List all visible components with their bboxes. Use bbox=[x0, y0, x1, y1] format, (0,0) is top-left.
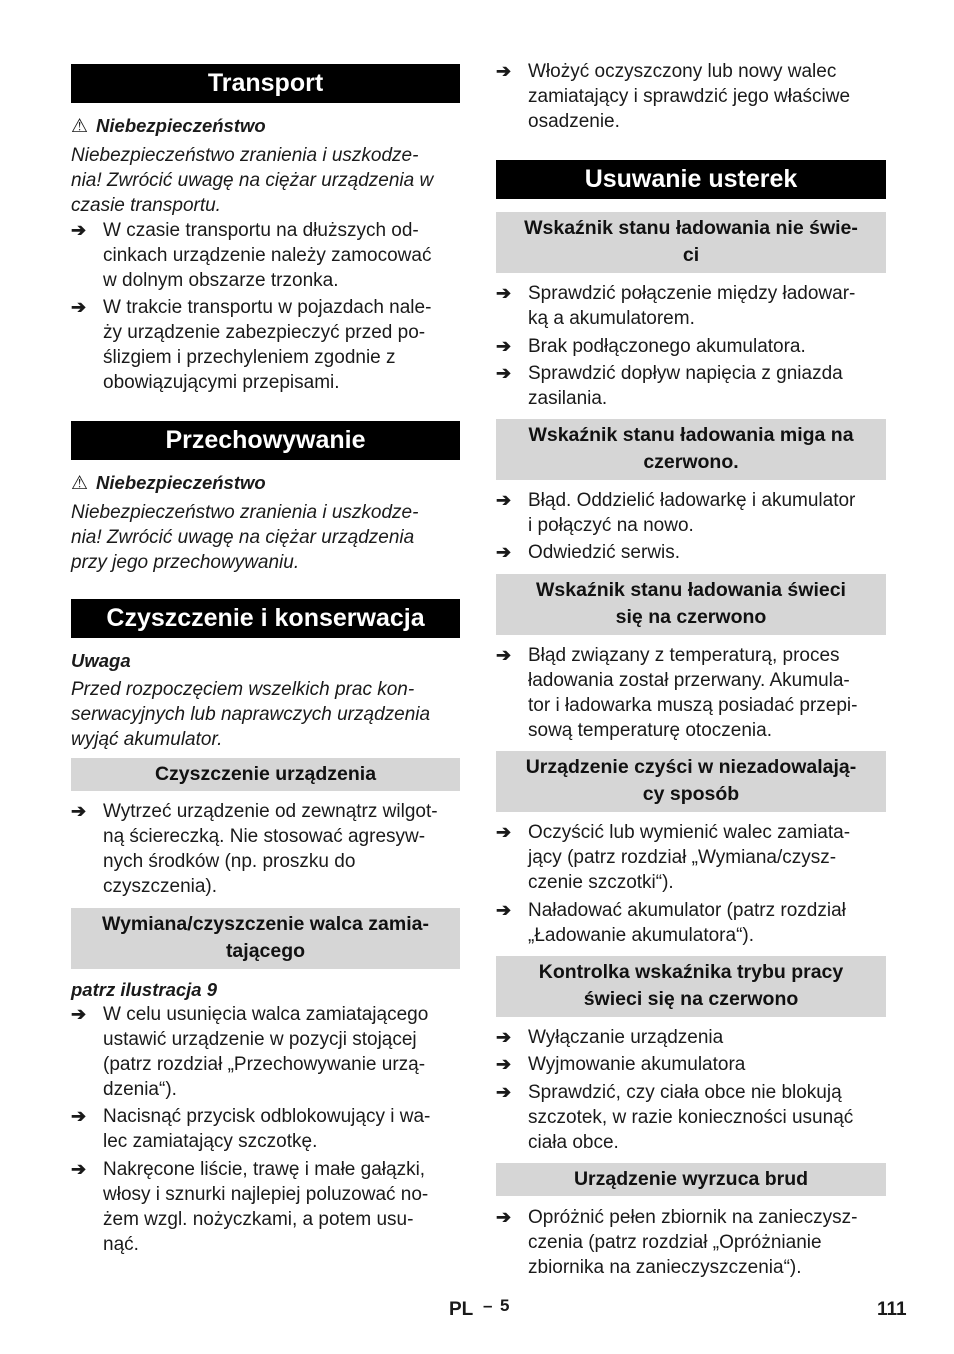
text-line: zasilania. bbox=[528, 388, 608, 409]
text-line: Błąd. Oddzielić ładowarkę i akumulator bbox=[528, 490, 856, 511]
title-line: Kontrolka wskaźnika trybu pracy bbox=[538, 961, 844, 983]
text-line: Błąd związany z temperaturą, proces bbox=[528, 645, 840, 666]
arrow-right-icon: ➔ bbox=[71, 1004, 87, 1024]
text-line: osadzenie. bbox=[528, 111, 620, 132]
list-item bbox=[71, 1002, 460, 1102]
text-line: Niebezpieczeństwo zranienia i uszkodze- bbox=[71, 145, 419, 166]
text-line: sową temperaturę otoczenia. bbox=[528, 720, 772, 741]
text-line: lec zamiatający szczotkę. bbox=[103, 1131, 318, 1152]
warning-triangle-icon: ⚠ bbox=[71, 473, 89, 494]
title-line: Wymiana/czyszczenie walca zamia- bbox=[102, 913, 429, 935]
list-item bbox=[71, 1157, 460, 1257]
list-item bbox=[71, 218, 460, 293]
text-line: Odwiedzić serwis. bbox=[528, 542, 681, 563]
warning-heading bbox=[71, 113, 460, 139]
subsection-title: Urządzenie wyrzuca brud bbox=[496, 1163, 886, 1196]
arrow-right-icon: ➔ bbox=[496, 336, 512, 356]
list-item bbox=[496, 540, 886, 565]
text-line: ką a akumulatorem. bbox=[528, 308, 695, 329]
text-line: tor i ładowarka muszą posiadać przepi- bbox=[528, 695, 858, 716]
subsection-title bbox=[496, 956, 886, 1017]
text-line: Sprawdzić, czy ciała obce nie blokują bbox=[528, 1082, 842, 1103]
text-line: przy jego przechowywaniu. bbox=[71, 552, 300, 573]
text-line: Sprawdzić połączenie między ładowar- bbox=[528, 283, 856, 304]
arrow-right-icon: ➔ bbox=[496, 1082, 512, 1102]
text-line: Brak podłączonego akumulatora. bbox=[528, 336, 806, 357]
title-line: Urządzenie czyści w niezadowalają- bbox=[525, 756, 857, 778]
title-line: czerwono. bbox=[643, 451, 739, 473]
arrow-right-icon: ➔ bbox=[496, 542, 512, 562]
warning-label: Niebezpieczeństwo bbox=[96, 115, 266, 136]
arrow-right-icon: ➔ bbox=[496, 645, 512, 665]
text-line: szczotek, w razie konieczności usunąć bbox=[528, 1107, 854, 1128]
warning-text bbox=[71, 143, 460, 218]
list-item bbox=[496, 1025, 886, 1050]
text-line: ciała obce. bbox=[528, 1132, 619, 1153]
text-line: żem wzgl. nożyczkami, a potem usu- bbox=[103, 1209, 414, 1230]
list-item bbox=[496, 281, 886, 331]
text-line: nąć. bbox=[103, 1234, 139, 1255]
list-item bbox=[496, 488, 886, 538]
subsection-title bbox=[496, 574, 886, 635]
title-line: Wskaźnik stanu ładowania miga na bbox=[528, 424, 854, 446]
arrow-right-icon: ➔ bbox=[71, 1159, 87, 1179]
text-line: w dolnym obszarze trzonka. bbox=[103, 270, 339, 291]
subsection-title bbox=[496, 751, 886, 812]
text-line: nia! Zwrócić uwagę na ciężar urządzenia bbox=[71, 527, 415, 548]
text-line: „Ładowanie akumulatora“). bbox=[528, 925, 755, 946]
text-line: Naładować akumulator (patrz rozdział bbox=[528, 900, 846, 921]
text-line: W celu usunięcia walca zamiatającego bbox=[103, 1004, 429, 1025]
section-title-cleaning: Czyszczenie i konserwacja bbox=[71, 599, 460, 638]
arrow-right-icon: ➔ bbox=[496, 1207, 512, 1227]
arrow-right-icon: ➔ bbox=[496, 822, 512, 842]
list-item bbox=[496, 643, 886, 743]
list-item bbox=[496, 820, 886, 895]
footer-section-page: 5 bbox=[500, 1296, 510, 1315]
text-line: Nakręcone liście, trawę i małe gałązki, bbox=[103, 1159, 426, 1180]
title-line: Wskaźnik stanu ładowania świeci bbox=[536, 579, 846, 601]
section-title-transport: Transport bbox=[71, 64, 460, 103]
note-label: Uwaga bbox=[71, 650, 131, 671]
list-item bbox=[71, 1104, 460, 1154]
arrow-right-icon: ➔ bbox=[496, 900, 512, 920]
subsection-title bbox=[496, 419, 886, 480]
arrow-right-icon: ➔ bbox=[496, 363, 512, 383]
list-item bbox=[496, 59, 886, 134]
arrow-right-icon: ➔ bbox=[496, 283, 512, 303]
arrow-right-icon: ➔ bbox=[496, 61, 512, 81]
text-line: Opróżnić pełen zbiornik na zanieczysz- bbox=[528, 1207, 858, 1228]
warning-heading bbox=[71, 470, 460, 496]
title-line: świeci się na czerwono bbox=[583, 988, 799, 1010]
text-line: zbiornika na zanieczyszczenia“). bbox=[528, 1257, 802, 1278]
text-line: czyszczenia). bbox=[103, 876, 218, 897]
text-line: ślizgiem i przechyleniem zgodnie z bbox=[103, 347, 396, 368]
text-line: Sprawdzić dopływ napięcia z gniazda bbox=[528, 363, 843, 384]
subsection-title bbox=[71, 908, 460, 969]
title-line: ci bbox=[682, 244, 700, 266]
text-line: zamiatający i sprawdzić jego właściwe bbox=[528, 86, 851, 107]
page-number: 111 bbox=[877, 1299, 907, 1320]
text-line: Oczyścić lub wymienić walec zamiata- bbox=[528, 822, 851, 843]
title-line: cy sposób bbox=[642, 783, 740, 805]
arrow-right-icon: ➔ bbox=[71, 220, 87, 240]
title-line: Wskaźnik stanu ładowania nie świe- bbox=[524, 217, 858, 239]
text-line: jący (patrz rozdział „Wymiana/czysz- bbox=[528, 847, 837, 868]
list-item bbox=[71, 799, 460, 899]
note-text bbox=[71, 677, 460, 752]
title-line: tającego bbox=[225, 940, 306, 962]
text-line: i połączyć na nowo. bbox=[528, 515, 694, 536]
text-line: ładowania został przerwany. Akumula- bbox=[528, 670, 850, 691]
text-line: czenie szczotki“). bbox=[528, 872, 674, 893]
text-line: W trakcie transportu w pojazdach nale- bbox=[103, 297, 432, 318]
text-line: Włożyć oczyszczony lub nowy walec bbox=[528, 61, 837, 82]
list-item bbox=[496, 898, 886, 948]
text-line: włosy i sznurki najlepiej poluzować no- bbox=[103, 1184, 429, 1205]
text-line: Nacisnąć przycisk odblokowujący i wa- bbox=[103, 1106, 431, 1127]
text-line: obowiązującymi przepisami. bbox=[103, 372, 340, 393]
arrow-right-icon: ➔ bbox=[496, 490, 512, 510]
arrow-right-icon: ➔ bbox=[71, 297, 87, 317]
list-item bbox=[496, 1205, 886, 1280]
list-item bbox=[71, 295, 460, 395]
text-line: nych środków (np. proszku do bbox=[103, 851, 356, 872]
text-line: nia! Zwrócić uwagę na ciężar urządzenia w bbox=[71, 170, 434, 191]
list-item bbox=[496, 1080, 886, 1155]
footer-dash: – bbox=[483, 1296, 493, 1315]
arrow-right-icon: ➔ bbox=[496, 1027, 512, 1047]
list-item bbox=[496, 334, 886, 359]
footer-language: PL bbox=[449, 1299, 474, 1320]
section-title-storage: Przechowywanie bbox=[71, 421, 460, 460]
arrow-right-icon: ➔ bbox=[71, 801, 87, 821]
warning-label: Niebezpieczeństwo bbox=[96, 472, 266, 493]
text-line: czenia (patrz rozdział „Opróżnianie bbox=[528, 1232, 822, 1253]
text-line: W czasie transportu na dłuższych od- bbox=[103, 220, 419, 241]
text-line: Wytrzeć urządzenie od zewnątrz wilgot- bbox=[103, 801, 438, 822]
text-line: Wyjmowanie akumulatora bbox=[528, 1054, 746, 1075]
subsection-title: Czyszczenie urządzenia bbox=[71, 758, 460, 791]
text-line: (patrz rozdział „Przechowywanie urzą- bbox=[103, 1054, 426, 1075]
text-line: wyjąć akumulator. bbox=[71, 729, 223, 750]
warning-triangle-icon: ⚠ bbox=[71, 116, 89, 137]
text-line: czasie transportu. bbox=[71, 195, 221, 216]
text-line: Wyłączanie urządzenia bbox=[528, 1027, 724, 1048]
arrow-right-icon: ➔ bbox=[496, 1054, 512, 1074]
section-title-troubleshooting: Usuwanie usterek bbox=[496, 160, 886, 199]
text-line: cinkach urządzenie należy zamocować bbox=[103, 245, 432, 266]
list-item bbox=[496, 361, 886, 411]
text-line: serwacyjnych lub naprawczych urządzenia bbox=[71, 704, 431, 725]
title-line: się na czerwono bbox=[615, 606, 767, 628]
text-line: ży urządzenie zabezpieczyć przed po- bbox=[103, 322, 426, 343]
text-line: ną ściereczką. Nie stosować agresyw- bbox=[103, 826, 426, 847]
list-item bbox=[496, 1052, 886, 1077]
warning-text bbox=[71, 500, 460, 575]
text-line: Niebezpieczeństwo zranienia i uszkodze- bbox=[71, 502, 419, 523]
figure-reference: patrz ilustracja 9 bbox=[71, 979, 218, 1000]
text-line: Przed rozpoczęciem wszelkich prac kon- bbox=[71, 679, 415, 700]
arrow-right-icon: ➔ bbox=[71, 1106, 87, 1126]
text-line: ustawić urządzenie w pozycji stojącej bbox=[103, 1029, 417, 1050]
subsection-title bbox=[496, 212, 886, 273]
text-line: dzenia“). bbox=[103, 1079, 177, 1100]
